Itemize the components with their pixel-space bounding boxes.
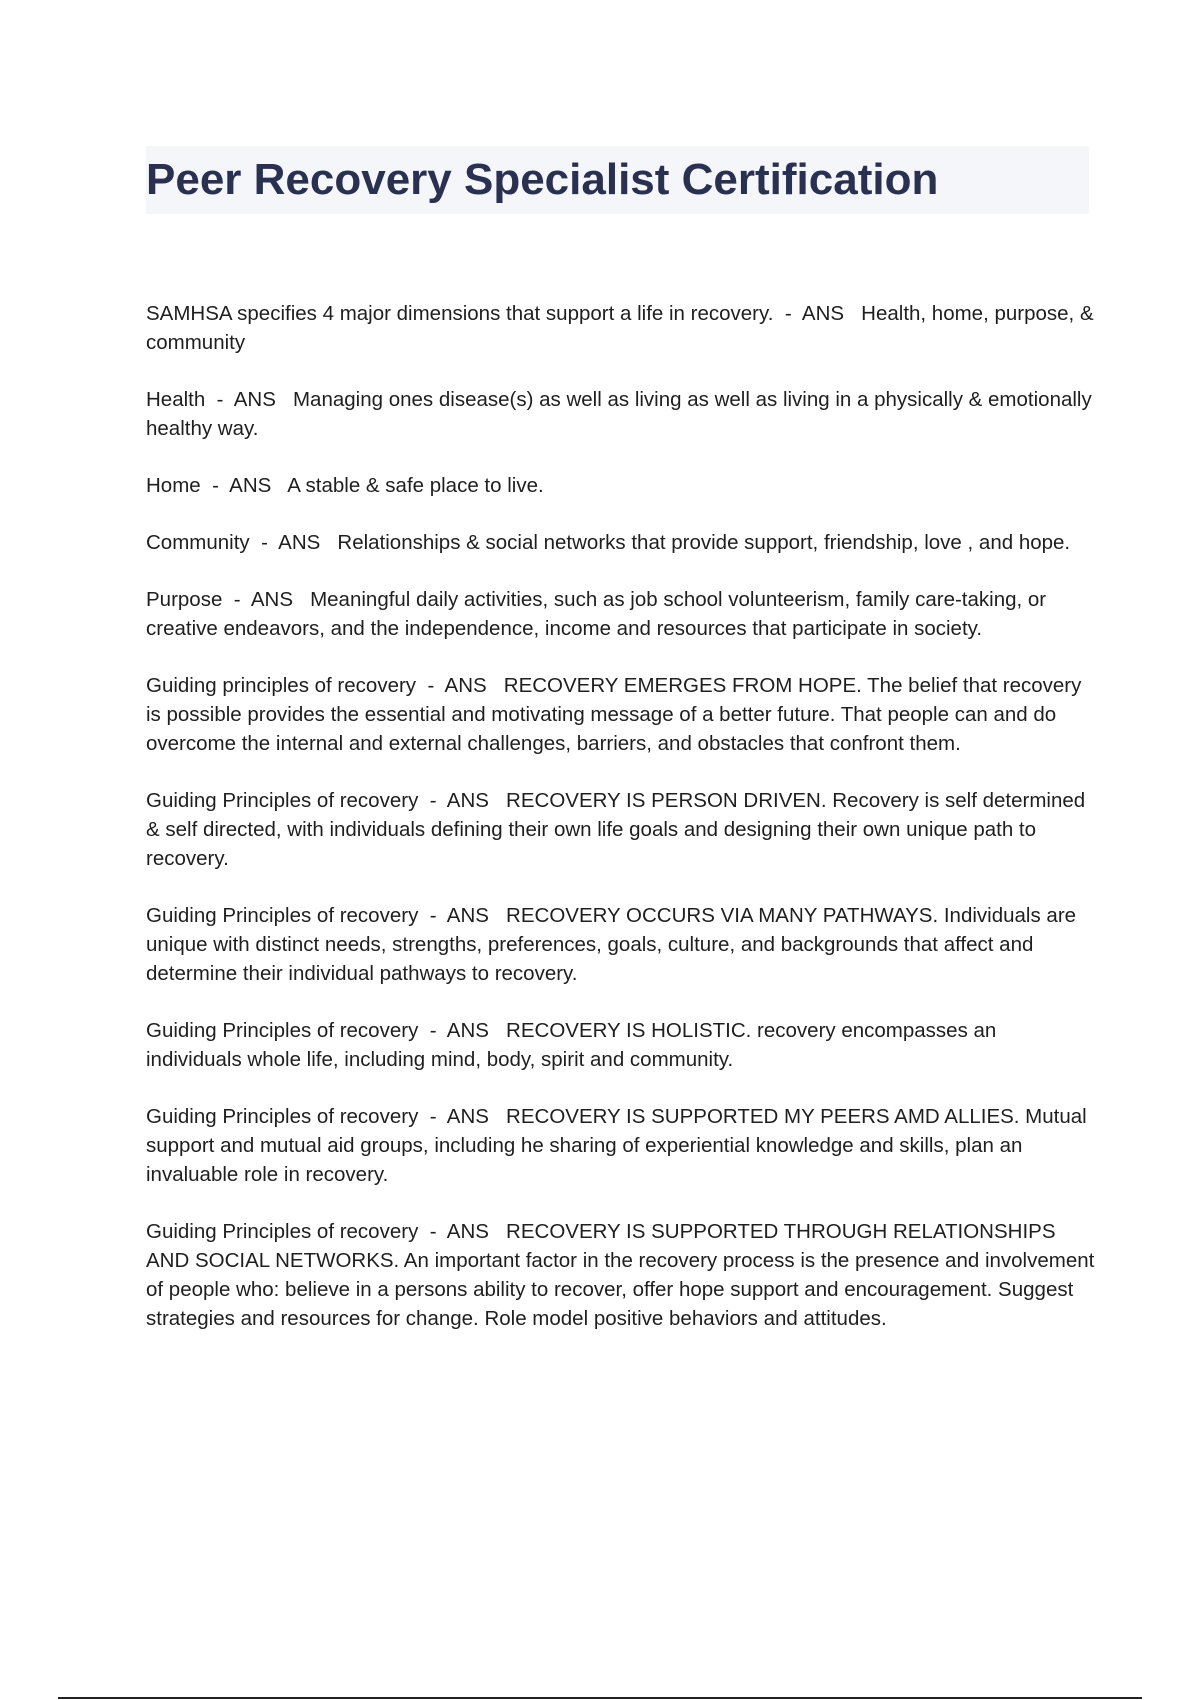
- entry-question: Health: [146, 388, 206, 411]
- entry-question: SAMHSA specifies 4 major dimensions that support a life in recovery.: [146, 302, 774, 325]
- entry-answer: RECOVERY EMERGES FROM HOPE. The belief that recovery is possible provides the essential and motivating message of a better future. That people can and do overcome the internal and external challenges, barriers, and obstacles that confront them.: [146, 674, 1082, 755]
- entry-answer: Managing ones disease(s) as well as living as well as living in a physically & emotionally healthy way.: [146, 388, 1092, 440]
- entry-separator: - ANS: [418, 1220, 507, 1243]
- entry-separator: - ANS: [249, 531, 338, 554]
- entry-separator: - ANS: [418, 789, 507, 812]
- entry-answer: RECOVERY OCCURS VIA MANY PATHWAYS. Individuals are unique with distinct needs, strengths, preferences, goals, culture, and backgrounds that affect and determine their individual pathways to recovery.: [146, 904, 1077, 985]
- entry-separator: - ANS: [416, 674, 504, 697]
- qa-entry: [146, 585, 1096, 643]
- page-title: Peer Recovery Specialist Certification: [146, 155, 939, 204]
- qa-entry: [146, 901, 1096, 988]
- entry-question: Guiding principles of recovery: [146, 674, 417, 697]
- qa-entry: [146, 786, 1096, 873]
- entry-answer: Health, home, purpose, & community: [146, 302, 1094, 354]
- title-band: [146, 146, 1089, 214]
- entry-separator: - ANS: [418, 1105, 507, 1128]
- entry-answer: RECOVERY IS PERSON DRIVEN. Recovery is self determined & self directed, with individuals defining their own life goals and designing their own unique path to recovery.: [146, 789, 1086, 870]
- qa-entry: [146, 471, 1096, 500]
- entry-separator: - ANS: [205, 388, 293, 411]
- entry-separator: - ANS: [418, 1019, 507, 1042]
- qa-entry: [146, 299, 1096, 357]
- entry-separator: - ANS: [222, 588, 311, 611]
- entry-separator: - ANS: [418, 904, 507, 927]
- qa-entry: [146, 1102, 1096, 1189]
- qa-list: [146, 299, 1096, 1361]
- entry-question: Purpose: [146, 588, 223, 611]
- entry-answer: RECOVERY IS SUPPORTED THROUGH RELATIONSHIPS AND SOCIAL NETWORKS. An important factor in the recovery process is the presence and involvement of people who: believe in a persons ability to recover, offer hope support and encouragement. Suggest strategies and resources for change. Role model positive behaviors and attitudes.: [146, 1220, 1095, 1330]
- qa-entry: [146, 1016, 1096, 1074]
- entry-question: Guiding Principles of recovery: [146, 789, 419, 812]
- qa-entry: [146, 1217, 1096, 1333]
- qa-entry: [146, 385, 1096, 443]
- entry-separator: - ANS: [200, 474, 288, 497]
- entry-question: Guiding Principles of recovery: [146, 1220, 419, 1243]
- entry-question: Home: [146, 474, 201, 497]
- entry-answer: A stable & safe place to live.: [287, 474, 544, 497]
- entry-question: Guiding Principles of recovery: [146, 1105, 419, 1128]
- entry-question: Guiding Principles of recovery: [146, 1019, 419, 1042]
- entry-answer: RECOVERY IS SUPPORTED MY PEERS AMD ALLIES. Mutual support and mutual aid groups, including he sharing of experiential knowledge and skills, plan an invaluable role in recovery.: [146, 1105, 1087, 1186]
- footer-divider: [58, 1697, 1142, 1699]
- qa-entry: [146, 528, 1096, 557]
- entry-separator: - ANS: [773, 302, 862, 325]
- entry-answer: RECOVERY IS HOLISTIC. recovery encompasses an individuals whole life, including mind, body, spirit and community.: [146, 1019, 997, 1071]
- entry-answer: Relationships & social networks that provide support, friendship, love , and hope.: [337, 531, 1071, 554]
- entry-answer: Meaningful daily activities, such as job school volunteerism, family care-taking, or creative endeavors, and the independence, income and resources that participate in society.: [146, 588, 1047, 640]
- entry-question: Community: [146, 531, 250, 554]
- entry-question: Guiding Principles of recovery: [146, 904, 419, 927]
- qa-entry: [146, 671, 1096, 758]
